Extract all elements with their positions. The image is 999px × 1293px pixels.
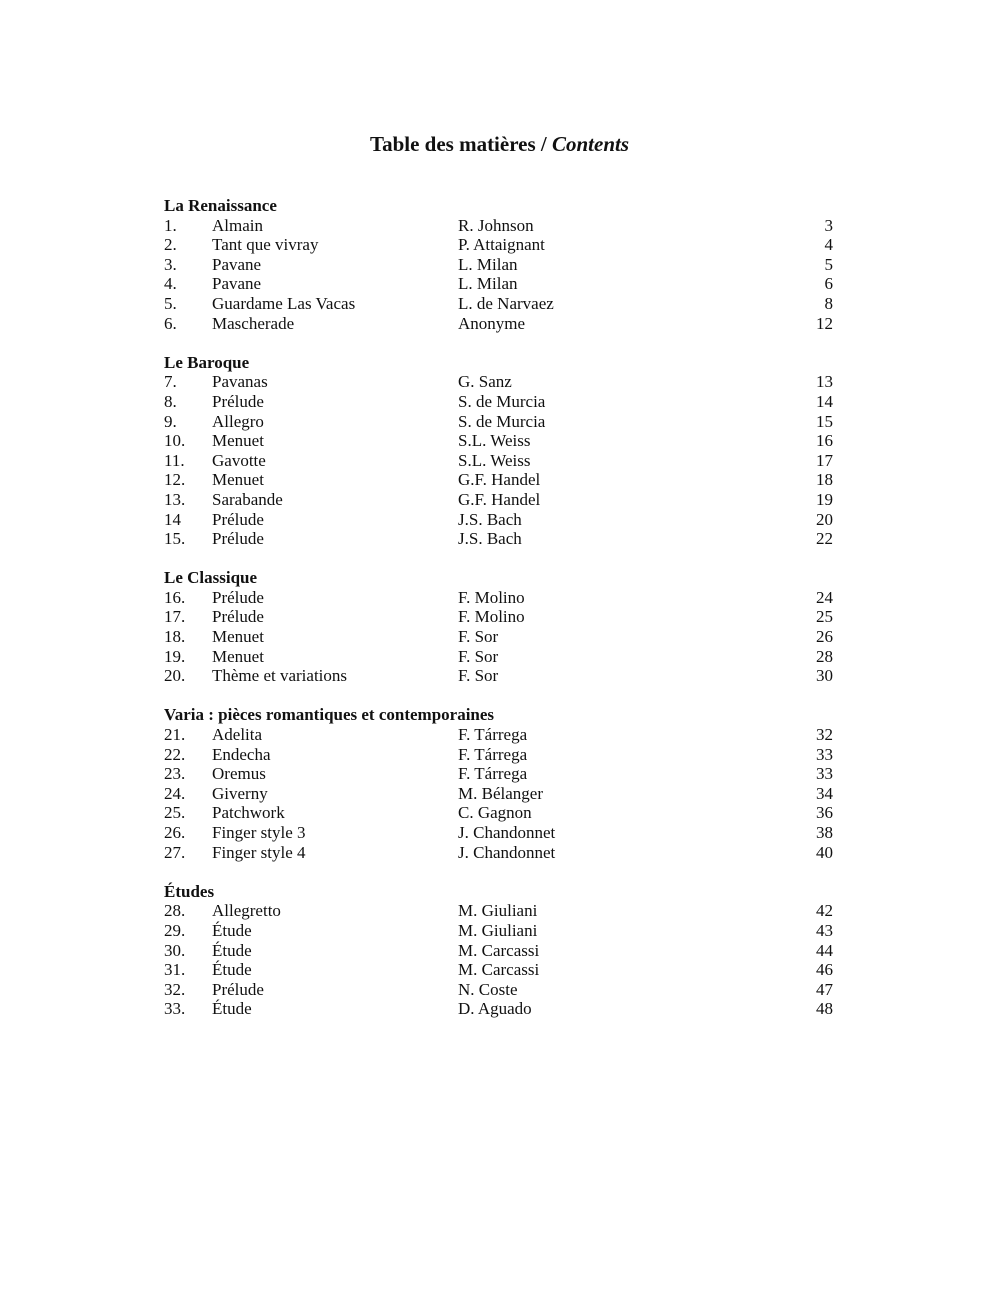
toc-entry [164,294,833,314]
entry-composer: P. Attaignant [458,235,545,255]
entry-piece-title: Pavane [212,274,262,294]
entry-composer: M. Bélanger [458,783,543,803]
entry-page-number: 13 [816,372,833,392]
entry-number: 1. [164,215,177,235]
entry-composer: F. Sor [458,627,499,647]
toc-entry [164,803,833,823]
section-heading: Le Classique [164,568,258,588]
entry-piece-title: Allegro [212,411,264,431]
entry-page-number: 20 [816,509,833,529]
entry-number: 29. [164,920,186,940]
entry-composer: Anonyme [458,313,526,333]
entry-page-number: 26 [816,627,833,647]
entry-page-number: 42 [816,901,833,921]
table-of-contents [164,196,833,1039]
entry-piece-title: Menuet [212,470,264,490]
entry-page-number: 17 [816,450,833,470]
entry-number: 20. [164,666,186,686]
entry-number: 11. [164,450,185,470]
entry-number: 22. [164,744,186,764]
entry-piece-title: Finger style 3 [212,823,306,842]
entry-number: 21. [164,725,186,745]
entry-number: 5. [164,293,177,313]
entry-composer: M. Giuliani [458,901,538,921]
entry-number: 17. [164,607,186,627]
entry-page-number: 43 [816,920,833,940]
section-heading: Études [164,881,215,901]
toc-entry [164,451,833,471]
entry-number: 8. [164,391,177,411]
entry-page-number: 46 [816,960,833,980]
entry-piece-title: Allegretto [212,901,281,921]
toc-entry [164,745,833,765]
entry-composer: S.L. Weiss [458,431,531,451]
section-heading: Varia : pièces romantiques et contemporaines [164,705,495,725]
entry-composer: R. Johnson [458,215,534,235]
entry-number: 14 [164,509,181,529]
toc-entry [164,999,833,1019]
entry-piece-title: Prélude [212,529,264,549]
section-heading: Le Baroque [164,352,250,372]
entry-page-number: 6 [824,274,833,294]
toc-entry [164,784,833,804]
toc-entry [164,823,833,843]
entry-piece-title: Finger style 4 [212,842,306,862]
page-title [0,130,999,158]
toc-entry [164,980,833,1000]
entry-piece-title: Prélude [212,587,264,607]
entry-page-number: 48 [816,999,833,1019]
toc-entry [164,764,833,784]
entry-page-number: 33 [816,744,833,764]
page-title-main: Table des matières / [369,132,552,156]
toc-entry [164,235,833,255]
entry-composer: L. de Narvaez [458,293,554,313]
entry-number: 4. [164,274,177,294]
entry-page-number: 40 [816,842,833,862]
toc-entry [164,901,833,921]
entry-piece-title: Prélude [212,509,264,529]
entry-number: 23. [164,764,186,784]
toc-entry [164,216,833,236]
entry-piece-title: Endecha [212,744,271,764]
toc-entry [164,529,833,549]
entry-number: 2. [164,235,177,255]
toc-entry [164,314,833,334]
entry-piece-title: Patchwork [212,803,285,823]
entry-piece-title: Mascherade [212,313,295,333]
entry-number: 24. [164,783,186,803]
entry-piece-title: Étude [212,999,252,1019]
entry-composer: M. Giuliani [458,920,538,940]
toc-entry [164,627,833,647]
entry-composer: J.S. Bach [458,509,522,529]
entry-composer: D. Aguado [458,999,532,1019]
toc-entry [164,255,833,275]
toc-entry [164,843,833,863]
entry-page-number: 19 [816,489,833,509]
entry-composer: J. Chandonnet [458,823,556,842]
entry-number: 31. [164,960,186,980]
entry-composer: C. Gagnon [458,803,532,823]
entry-number: 32. [164,979,186,999]
entry-number: 13. [164,489,186,509]
entry-number: 15. [164,529,186,549]
entry-piece-title: Pavane [212,254,262,274]
entry-page-number: 28 [816,646,833,666]
entry-piece-title: Étude [212,960,252,980]
entry-piece-title: Giverny [212,783,268,803]
entry-number: 27. [164,842,186,862]
toc-section [164,196,833,333]
entry-piece-title: Oremus [212,764,266,784]
toc-entry [164,960,833,980]
entry-piece-title: Tant que vivray [212,235,319,255]
entry-number: 6. [164,313,177,333]
entry-composer: F. Molino [458,587,525,607]
entry-page-number: 30 [816,666,833,686]
entry-number: 25. [164,803,186,823]
entry-composer: F. Molino [458,607,525,627]
toc-entry [164,725,833,745]
toc-entry [164,412,833,432]
entry-piece-title: Adelita [212,725,263,745]
entry-number: 10. [164,431,186,451]
entry-composer: F. Tárrega [458,744,528,764]
entry-composer: L. Milan [458,254,518,274]
entry-page-number: 12 [816,313,833,333]
entry-number: 19. [164,646,186,666]
entry-page-number: 16 [816,431,833,451]
toc-section [164,705,833,862]
entry-page-number: 3 [824,215,833,235]
toc-entry [164,607,833,627]
entry-number: 12. [164,470,186,490]
toc-entry [164,588,833,608]
entry-number: 9. [164,411,177,431]
toc-entry [164,921,833,941]
toc-entry [164,392,833,412]
entry-number: 33. [164,999,186,1019]
toc-section [164,353,833,549]
toc-entry [164,431,833,451]
entry-piece-title: Étude [212,940,252,960]
entry-piece-title: Pavanas [212,372,268,392]
toc-entry [164,274,833,294]
entry-piece-title: Almain [212,215,263,235]
toc-section [164,882,833,1019]
entry-composer: F. Tárrega [458,764,528,784]
entry-composer: M. Carcassi [458,960,540,980]
section-heading: La Renaissance [164,196,277,215]
entry-composer: F. Sor [458,666,499,686]
entry-number: 28. [164,901,186,921]
entry-number: 18. [164,627,186,647]
entry-page-number: 5 [824,254,833,274]
entry-page-number: 24 [816,587,833,607]
entry-page-number: 36 [816,803,833,823]
entry-composer: S. de Murcia [458,391,546,411]
toc-entry [164,510,833,530]
entry-piece-title: Sarabande [212,489,283,509]
entry-page-number: 25 [816,607,833,627]
entry-composer: F. Tárrega [458,725,528,745]
entry-number: 26. [164,823,186,842]
entry-piece-title: Menuet [212,646,264,666]
entry-composer: S.L. Weiss [458,450,531,470]
page-title-italic: Contents [551,132,630,156]
entry-page-number: 33 [816,764,833,784]
entry-page-number: 18 [816,470,833,490]
entry-composer: J.S. Bach [458,529,522,549]
entry-composer: S. de Murcia [458,411,546,431]
entry-piece-title: Prélude [212,607,264,627]
entry-composer: G.F. Handel [458,489,541,509]
entry-composer: G.F. Handel [458,470,541,490]
entry-composer: N. Coste [458,979,518,999]
entry-composer: M. Carcassi [458,940,540,960]
toc-entry [164,666,833,686]
entry-composer: J. Chandonnet [458,842,556,862]
entry-number: 16. [164,587,186,607]
entry-piece-title: Prélude [212,391,264,411]
entry-piece-title: Thème et variations [212,666,348,686]
entry-page-number: 47 [816,979,833,999]
toc-entry [164,470,833,490]
entry-piece-title: Prélude [212,979,264,999]
entry-piece-title: Guardame Las Vacas [212,293,356,313]
entry-number: 7. [164,372,177,392]
toc-entry [164,647,833,667]
entry-page-number: 44 [816,940,833,960]
entry-piece-title: Menuet [212,627,264,647]
entry-piece-title: Gavotte [212,450,266,470]
entry-piece-title: Étude [212,920,252,940]
toc-section [164,568,833,686]
entry-piece-title: Menuet [212,431,264,451]
entry-page-number: 32 [816,725,833,745]
entry-page-number: 34 [816,783,833,803]
entry-page-number: 15 [816,411,833,431]
entry-page-number: 38 [816,823,833,842]
entry-page-number: 4 [824,235,833,255]
entry-page-number: 22 [816,529,833,549]
entry-page-number: 8 [824,293,833,313]
entry-page-number: 14 [816,391,833,411]
toc-entry [164,490,833,510]
entry-composer: F. Sor [458,646,499,666]
entry-composer: G. Sanz [458,372,512,392]
entry-composer: L. Milan [458,274,518,294]
toc-entry [164,372,833,392]
toc-entry [164,941,833,961]
entry-number: 30. [164,940,186,960]
entry-number: 3. [164,254,177,274]
